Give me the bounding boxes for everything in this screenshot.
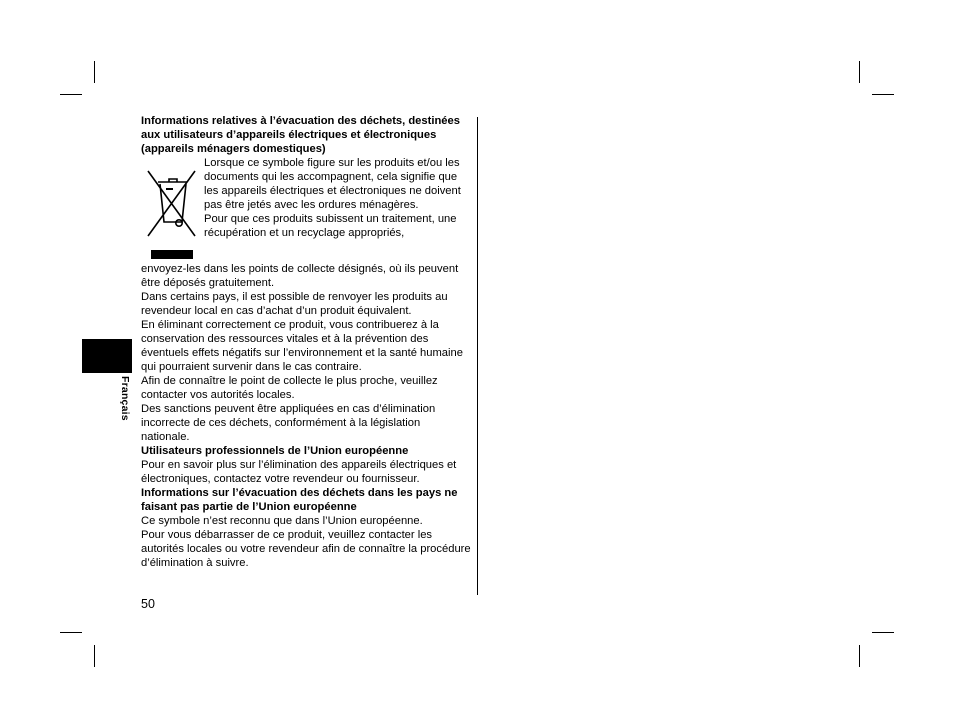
crop-mark-bottom-left-h [60, 632, 82, 633]
crop-mark-top-left-v [94, 61, 95, 83]
language-tab [82, 339, 132, 373]
crop-mark-bottom-left-v [94, 645, 95, 667]
paragraph-treatment: Pour que ces produits subissent un traitement, une récupération et un recyclage appropriés, [204, 213, 457, 239]
crop-mark-top-right-v [859, 61, 860, 83]
paragraph-return-retailer: Dans certains pays, il est possible de renvoyer les produits au revendeur local en cas d’achat d’un produit équivalent. [141, 291, 448, 317]
content-column [141, 114, 471, 570]
crop-mark-bottom-right-h [872, 632, 894, 633]
paragraph-penalties: Des sanctions peuvent être appliquées en cas d’élimination incorrecte de ces déchets, conformément à la législation nationale. [141, 403, 436, 443]
paragraph-local-authorities: Afin de connaître le point de collecte le plus proche, veuillez contacter vos autorités locales. [141, 375, 438, 401]
crop-mark-top-left-h [60, 94, 82, 95]
column-divider [477, 117, 478, 595]
crop-mark-bottom-right-v [859, 645, 860, 667]
paragraph-collection-points: envoyez-les dans les points de collecte désignés, où ils peuvent être déposés gratuitement. [141, 263, 459, 289]
symbol-row [141, 156, 471, 276]
symbol-text [204, 156, 471, 240]
paragraph-non-eu-disposal: Pour vous débarrasser de ce produit, veuillez contacter les autorités locales ou votre revendeur afin de connaître la procédure d’élimination à suivre. [141, 529, 471, 569]
weee-symbol [141, 156, 204, 276]
crossed-out-wheeled-bin-icon [141, 156, 204, 276]
paragraph-symbol-meaning: Lorsque ce symbole figure sur les produits et/ou les documents qui les accompagnent, cela signifie que les appareils électriques et électroniques ne doivent pas être jetés avec les ordures ménagères. [204, 157, 461, 211]
paragraph-eu-only: Ce symbole n’est reconnu que dans l’Union européenne. [141, 515, 423, 527]
language-label: Français [119, 376, 131, 421]
paragraph-business-info: Pour en savoir plus sur l’élimination des appareils électriques et électroniques, contactez votre revendeur ou fournisseur. [141, 459, 457, 485]
crop-mark-top-right-h [872, 94, 894, 95]
page-number: 50 [141, 597, 155, 611]
heading-business-users: Utilisateurs professionnels de l’Union européenne [141, 445, 409, 457]
heading-non-eu: Informations sur l’évacuation des déchets dans les pays ne faisant pas partie de l’Union européenne [141, 487, 458, 513]
paragraph-disposal-benefits: En éliminant correctement ce produit, vous contribuerez à la conservation des ressources vitales et à la prévention des éventuels effets négatifs sur l’environnement et la santé humaine qui pourraient survenir dans le cas contraire. [141, 319, 463, 373]
heading-weee-household: Informations relatives à l’évacuation des déchets, destinées aux utilisateurs d’appareils électriques et électroniques (appareils ménagers domestiques) [141, 115, 460, 155]
